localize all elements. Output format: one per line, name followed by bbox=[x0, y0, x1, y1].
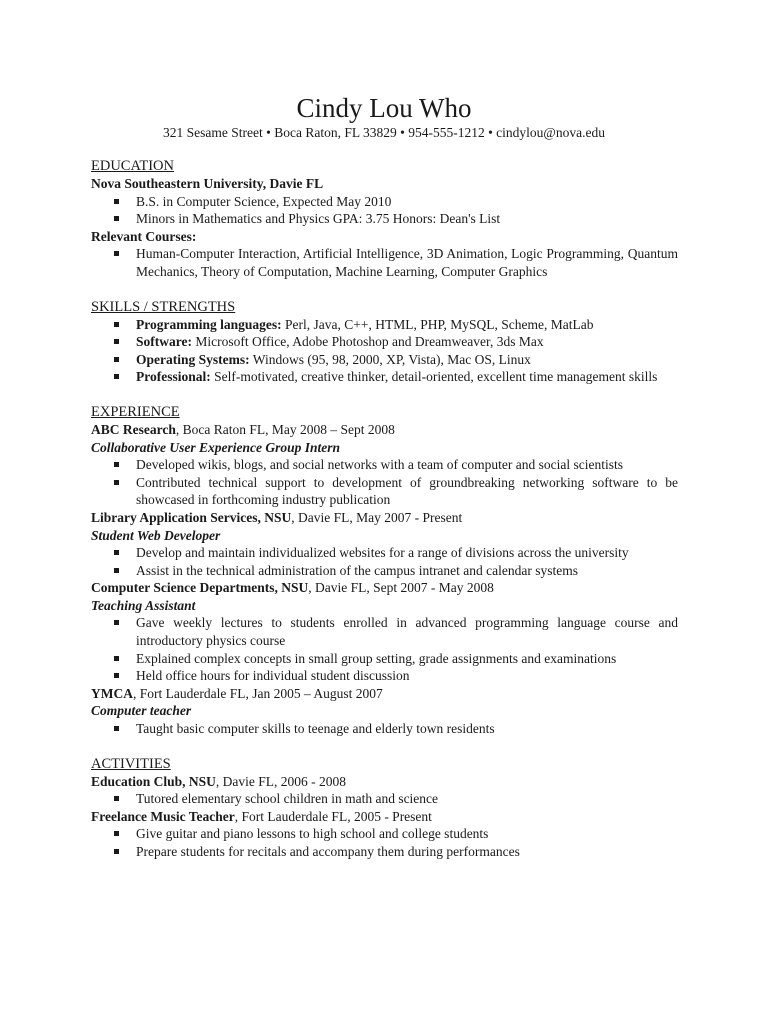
list-item: Gave weekly lectures to students enrolled in advanced programming language course and introductory physics course bbox=[91, 614, 678, 649]
skill-text: Microsoft Office, Adobe Photoshop and Dreamweaver, 3ds Max bbox=[191, 334, 544, 350]
list-item: Human-Computer Interaction, Artificial Intelligence, 3D Animation, Logic Programming, Quantum Mechanics, Theory of Computation, Machine Learning, Computer Graphics bbox=[91, 245, 678, 280]
job-line bbox=[91, 685, 678, 703]
job-role: Teaching Assistant bbox=[91, 597, 196, 613]
job-list bbox=[91, 614, 678, 684]
job-org: ABC Research bbox=[91, 421, 176, 437]
skill-text: Perl, Java, C++, HTML, PHP, MySQL, Scheme, MatLab bbox=[281, 316, 594, 332]
job-org: YMCA bbox=[91, 685, 133, 701]
job-line bbox=[91, 509, 678, 527]
list-item: Taught basic computer skills to teenage and elderly town residents bbox=[91, 720, 678, 738]
list-item: Prepare students for recitals and accompany them during performances bbox=[91, 843, 678, 861]
list-item: Assist in the technical administration of the campus intranet and calendar systems bbox=[91, 562, 678, 580]
job-role: Computer teacher bbox=[91, 703, 192, 719]
skill-text: Self-motivated, creative thinker, detail-oriented, excellent time management skills bbox=[210, 369, 658, 385]
school-line: Nova Southeastern University, Davie FL bbox=[91, 176, 324, 191]
activity-list bbox=[91, 825, 678, 860]
skill-label: Professional: bbox=[136, 369, 211, 385]
activity-line bbox=[91, 773, 678, 791]
activities-heading: ACTIVITIES bbox=[91, 755, 171, 772]
contact-line: 321 Sesame Street • Boca Raton, FL 33829 • 954-555-1212 • cindylou@nova.edu bbox=[163, 125, 605, 140]
job-role: Collaborative User Experience Group Intern bbox=[91, 439, 341, 455]
list-item: B.S. in Computer Science, Expected May 2010 bbox=[91, 193, 678, 211]
activity-details: , Fort Lauderdale FL, 2005 - Present bbox=[234, 808, 432, 824]
skill-label: Software: bbox=[136, 334, 192, 350]
list-item bbox=[91, 316, 678, 334]
activity-line bbox=[91, 808, 678, 826]
list-item: Give guitar and piano lessons to high school and college students bbox=[91, 825, 678, 843]
list-item bbox=[91, 333, 678, 351]
skills-heading: SKILLS / STRENGTHS bbox=[91, 298, 236, 315]
job-org: Library Application Services, NSU bbox=[91, 509, 292, 525]
skill-label: Operating Systems: bbox=[136, 351, 250, 367]
list-item: Develop and maintain individualized websites for a range of divisions across the university bbox=[91, 544, 678, 562]
skill-label: Programming languages: bbox=[136, 316, 282, 332]
list-item: Developed wikis, blogs, and social networks with a team of computer and social scientists bbox=[91, 456, 678, 474]
activity-details: , Davie FL, 2006 - 2008 bbox=[215, 773, 347, 789]
education-heading: EDUCATION bbox=[91, 158, 174, 174]
job-role: Student Web Developer bbox=[91, 527, 221, 543]
job-details: , Davie FL, May 2007 - Present bbox=[291, 509, 463, 525]
list-item: Explained complex concepts in small group setting, grade assignments and examinations bbox=[91, 650, 678, 668]
job-details: , Davie FL, Sept 2007 - May 2008 bbox=[308, 580, 494, 596]
activity-list bbox=[91, 790, 678, 808]
education-list bbox=[91, 193, 678, 228]
job-details: , Fort Lauderdale FL, Jan 2005 – August 2007 bbox=[133, 685, 383, 701]
list-item: Minors in Mathematics and Physics GPA: 3.75 Honors: Dean's List bbox=[91, 210, 678, 228]
list-item bbox=[91, 368, 678, 386]
list-item: Contributed technical support to development of groundbreaking networking software to be showcased in forthcoming industry publication bbox=[91, 474, 678, 509]
resume-body bbox=[91, 157, 678, 861]
courses-list bbox=[91, 245, 678, 280]
job-list bbox=[91, 720, 678, 738]
activity-org: Freelance Music Teacher bbox=[91, 808, 235, 824]
job-list bbox=[91, 456, 678, 509]
resume-name: Cindy Lou Who bbox=[296, 93, 472, 123]
job-line bbox=[91, 579, 678, 597]
job-list bbox=[91, 544, 678, 579]
job-line bbox=[91, 421, 678, 439]
list-item: Held office hours for individual student discussion bbox=[91, 667, 678, 685]
list-item: Tutored elementary school children in math and science bbox=[91, 790, 678, 808]
list-item bbox=[91, 351, 678, 369]
experience-heading: EXPERIENCE bbox=[91, 403, 180, 420]
skill-text: Windows (95, 98, 2000, XP, Vista), Mac OS, Linux bbox=[249, 351, 531, 367]
job-details: , Boca Raton FL, May 2008 – Sept 2008 bbox=[175, 421, 395, 437]
skills-list bbox=[91, 316, 678, 386]
job-org: Computer Science Departments, NSU bbox=[91, 580, 309, 596]
courses-label: Relevant Courses: bbox=[91, 228, 197, 244]
activity-org: Education Club, NSU bbox=[91, 773, 216, 789]
